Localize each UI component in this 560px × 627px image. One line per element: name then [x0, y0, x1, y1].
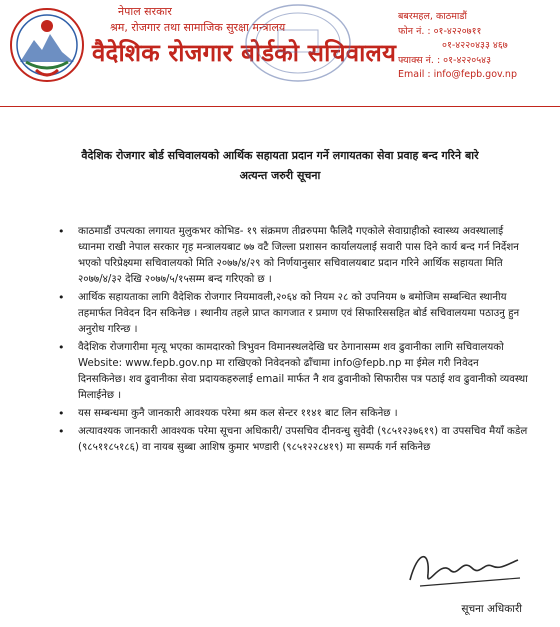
government-label: नेपाल सरकार — [118, 5, 172, 18]
phone-1: फोन नं. : ०१-४२२०७११ — [398, 25, 482, 37]
list-item — [56, 224, 528, 288]
email[interactable]: Email : info@fepb.gov.np — [398, 69, 517, 80]
phone-2: ०१-४२२०४३३ ४६७ — [442, 40, 508, 51]
notice-title: वैदेशिक रोजगार बोर्ड सचिवालयको आर्थिक सहायता प्रदान गर्ने लगायतका सेवा प्रवाह बन्द गरिने बारे — [81, 149, 479, 162]
item-text: वैदेशिक रोजगारीमा मृत्यू भएका कामदारको त्रिभुवन विमानस्थलदेखि घर ठेगानासम्म शव ढुवानीका लागि सचिवालयको Website: www.fepb.gov.np मा राखिएको निवेदनको ढाँचामा info@fepb.np मा ईमेल गरी निवेदन दिनसकिनेछ। शव ढुवानीका सेवा प्रदायकहरुलाई email मार्फत नै शव ढुवानीको सिफारीस पत्र पठाई शव ढुवानीको व्यवस्था मिलाईनेछ । — [78, 342, 528, 401]
official-seal — [238, 0, 358, 86]
list-item — [56, 424, 528, 456]
notice-subtitle: अत्यन्त जरुरी सूचना — [239, 169, 321, 182]
signatory-label: सूचना अधिकारी — [461, 603, 522, 615]
letterhead — [0, 0, 560, 100]
item-text: अत्यावश्यक जानकारी आवश्यक परेमा सूचना अधिकारी/ उपसचिव दीनवन्धु सुवेदी (९८५१२३७६१९) वा उपसचिव मैयाँ कडेल (९८५११८५१८६) वा नायब सुब्बा आशिष कुमार भण्डारी (९८५१२२८४१९) मा सम्पर्क गर्न सकिनेछ — [78, 426, 528, 453]
bullet-icon: • — [58, 291, 65, 304]
bullet-icon: • — [58, 425, 65, 438]
nepal-emblem-icon — [6, 4, 88, 86]
item-text: यस सम्बन्धमा कुनै जानकारी आवश्यक परेमा श्रम कल सेन्टर ११४१ बाट लिन सकिनेछ । — [78, 408, 398, 419]
board-title: वैदेशिक रोजगार बोर्डको सचिवालय — [92, 39, 397, 67]
signature — [400, 540, 540, 600]
item-text: काठमाडौं उपत्यका लगायत मुलुकभर कोभिड- १९ संक्रमण तीव्ररुपमा फैलिदै गएकोले सेवाग्राहीको स्वास्थ्य अवस्थालाई ध्यानमा राखी नेपाल सरकार गृह मन्त्रालयबाट ७७ वटै जिल्ला प्रशासन कार्यालयलाई सवारी पास दिने कार्य बन्द गर्न निर्देशन भएको परिप्रेक्ष्यमा सचिवालयको मिति २०७७/४/२९ को निर्णयानुसार सचिवालयबाट प्रदान गरिने आर्थिक सहायता मिति २०७७/४/३२ देखि २०७७/५/१५सम्म बन्द गरिएको छ । — [78, 226, 519, 285]
ministry-label: श्रम, रोजगार तथा सामाजिक सुरक्षा मन्त्रालय — [110, 21, 286, 34]
notice-body — [56, 224, 528, 458]
bullet-icon: • — [58, 225, 65, 238]
fax: फ्याक्स नं. : ०१-४२२०५४३ — [398, 54, 492, 66]
list-item — [56, 340, 528, 404]
bullet-icon: • — [58, 407, 65, 420]
header-divider — [0, 106, 560, 107]
list-item — [56, 290, 528, 338]
list-item — [56, 406, 528, 422]
address: बबरमहल, काठमाडौं — [398, 11, 467, 22]
item-text: आर्थिक सहायताका लागि वैदेशिक रोजगार नियमावली,२०६४ को नियम २८ को उपनियम ७ बमोजिम सम्बन्धित स्थानीय तहमार्फत निवेदन दिन सकिनेछ । स्थानीय तहले प्राप्त कागजात र प्रमाण एवं सिफारिससहित बोर्ड सचिवालयमा पठाउनु हुन अनुरोध गरिन्छ । — [78, 292, 520, 335]
bullet-icon: • — [58, 341, 65, 354]
contact-block — [398, 10, 517, 83]
